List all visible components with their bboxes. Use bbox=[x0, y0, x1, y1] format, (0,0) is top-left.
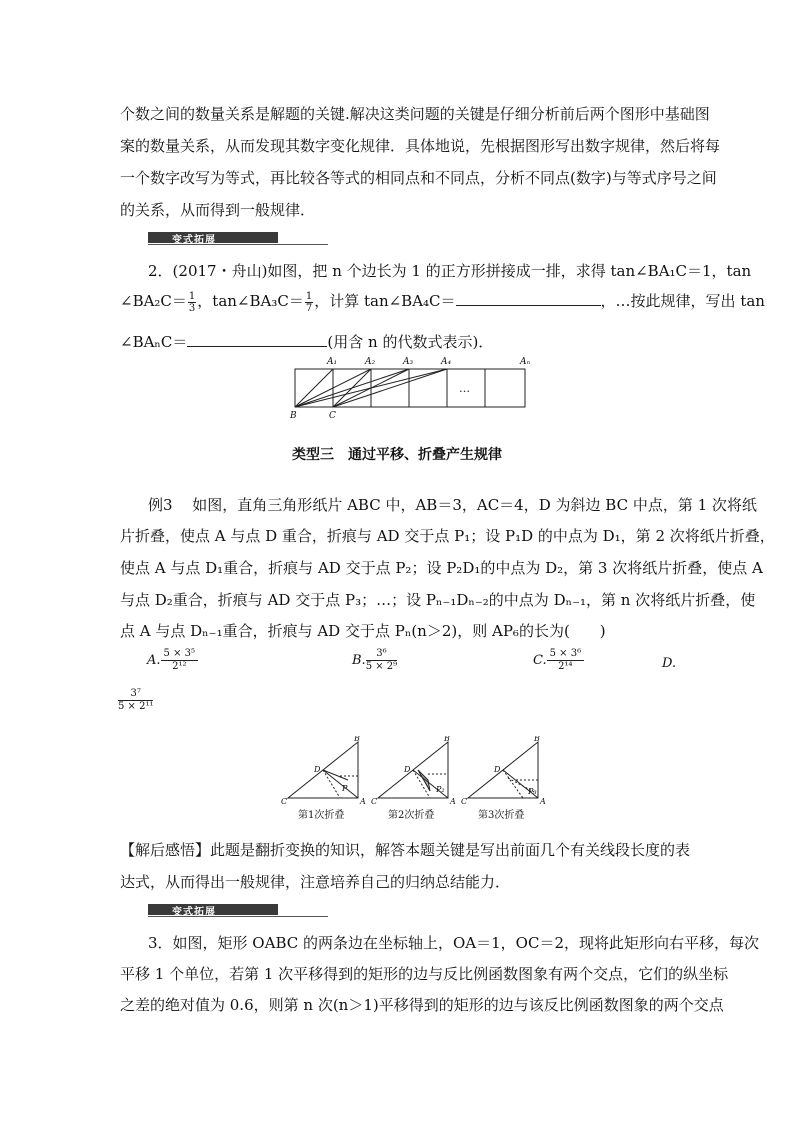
svg-text:D: D bbox=[494, 765, 501, 774]
label-A4: A₄ bbox=[441, 357, 452, 367]
label-An: Aₙ bbox=[520, 357, 531, 367]
label-B: B bbox=[290, 411, 297, 421]
q2-line-2: ∠BA₂C＝ $\frac{1}{3}$ ，tan∠BA₃C＝ $\frac{1}{7}$ ，计算 tan∠BA₄C＝ ，…按此规律，写出 tan bbox=[120, 290, 765, 314]
q2-line-1: 2．(2017・舟山)如图，把 n 个边长为 1 的正方形拼接成一排，求得 tan∠BA₁C＝1，tan bbox=[148, 262, 752, 280]
option-D[interactable]: $\frac{\text{3⁷}}{\text{5 × 2¹¹}}$ bbox=[118, 688, 154, 712]
svg-text:A: A bbox=[540, 797, 546, 806]
section-3-title: 类型三 通过平移、折叠产生规律 bbox=[292, 447, 502, 463]
intro-line-1: 个数之间的数量关系是解题的关键.解决这类问题的关键是仔细分析前后两个图形中基础图 bbox=[120, 105, 710, 123]
ex3-line-4: 与点 D₂重合，折痕与 AD 交于点 P₃；…；设 Pₙ₋₁Dₙ₋₂的中点为 Dₙ₋₁，第 n 次将纸片折叠，使 bbox=[120, 591, 756, 609]
folding-figures bbox=[278, 736, 548, 822]
svg-text:B: B bbox=[354, 736, 360, 743]
ex3-line-1: 例3 如图，直角三角形纸片 ABC 中，AB＝3，AC＝4，D 为斜边 BC 中点，第 1 次将纸 bbox=[148, 496, 757, 514]
q3-line-2: 平移 1 个单位，若第 1 次平移得到的矩形的边与反比例函数图象有两个交点，它们的纵坐标 bbox=[120, 965, 729, 983]
answer-blank-tan-bA4c[interactable] bbox=[456, 291, 601, 306]
svg-text:A: A bbox=[360, 797, 366, 806]
label-C: C bbox=[329, 411, 336, 421]
svg-text:P₃: P₃ bbox=[528, 787, 537, 796]
svg-text:C: C bbox=[371, 797, 378, 806]
svg-text:B: B bbox=[534, 736, 540, 743]
option-A[interactable]: A. $\frac{\text{5 × 3⁵}}{\text{2¹²}}$ bbox=[147, 648, 198, 673]
answer-blank-tan-bAnc[interactable] bbox=[187, 332, 327, 347]
caption-fold-2: 第2次折叠 bbox=[388, 810, 435, 821]
svg-text:P₂: P₂ bbox=[436, 785, 445, 794]
q3-line-1: 3．如图，矩形 OABC 的两条边在坐标轴上，OA＝1，OC＝2，现将此矩形向右平移，每次 bbox=[148, 934, 759, 952]
svg-text:P: P bbox=[342, 784, 348, 793]
svg-text:B: B bbox=[444, 736, 450, 743]
svg-text:A: A bbox=[450, 797, 456, 806]
variant-tag-label-2: 变式拓展 bbox=[172, 907, 216, 918]
label-A2: A₂ bbox=[365, 357, 376, 367]
variant-tag-label: 变式拓展 bbox=[172, 235, 216, 246]
intro-line-2: 案的数量关系，从而发现其数字变化规律．具体地说，先根据图形写出数字规律，然后将每 bbox=[120, 137, 721, 155]
ex3-line-2: 片折叠，使点 A 与点 D 重合，折痕与 AD 交于点 P₁；设 P₁D 的中点为 D₁，第 2 次将纸片折叠， bbox=[120, 527, 775, 545]
q2-line-3: ∠BAₙC＝ (用含 n 的代数式表示)． bbox=[120, 333, 494, 351]
caption-fold-1: 第1次折叠 bbox=[298, 810, 345, 821]
option-C[interactable]: C. $\frac{\text{5 × 3⁶}}{\text{2¹⁴}}$ bbox=[533, 648, 584, 673]
reflection-line-1: 【解后感悟】此题是翻折变换的知识，解答本题关键是写出前面几个有关线段长度的表 bbox=[120, 841, 691, 859]
fraction-one-third: $\frac{1}{3}$ bbox=[188, 290, 196, 314]
label-A3: A₃ bbox=[403, 357, 414, 367]
fraction-one-seventh: $\frac{1}{7}$ bbox=[305, 290, 313, 314]
variant-tag-1 bbox=[148, 232, 328, 245]
ellipsis: … bbox=[459, 382, 470, 395]
label-A1: A₁ bbox=[327, 357, 338, 367]
option-D-label[interactable]: D. bbox=[662, 656, 677, 671]
caption-fold-3: 第3次折叠 bbox=[478, 810, 525, 821]
svg-text:D: D bbox=[314, 765, 321, 774]
svg-text:C: C bbox=[461, 797, 468, 806]
svg-text:C: C bbox=[281, 797, 288, 806]
fold-figure-1 bbox=[288, 742, 358, 798]
intro-line-3: 一个数字改写为等式，再比较各等式的相同点和不同点，分析不同点(数字)与等式序号之间 bbox=[120, 169, 717, 187]
ex3-line-5: 点 A 与点 Dₙ₋₁重合，折痕与 AD 交于点 Pₙ(n＞2)，则 AP₆的长为( ) bbox=[120, 622, 606, 640]
variant-tag-2 bbox=[148, 904, 328, 917]
ex3-line-3: 使点 A 与点 D₁重合，折痕与 AD 交于点 P₂；设 P₂D₁的中点为 D₂，第 3 次将纸片折叠，使点 A bbox=[120, 559, 763, 577]
q3-line-3: 之差的绝对值为 0.6，则第 n 次(n＞1)平移得到的矩形的边与该反比例函数图象的两个交点 bbox=[120, 996, 724, 1014]
intro-line-4: 的关系，从而得到一般规律． bbox=[120, 201, 316, 219]
option-B[interactable]: B. $\frac{\text{3⁶}}{\text{5 × 2⁹}}$ bbox=[352, 648, 398, 672]
svg-text:D: D bbox=[404, 765, 411, 774]
squares-row-figure bbox=[285, 352, 535, 422]
reflection-line-2: 达式，从而得出一般规律，注意培养自己的归纳总结能力． bbox=[120, 873, 511, 891]
